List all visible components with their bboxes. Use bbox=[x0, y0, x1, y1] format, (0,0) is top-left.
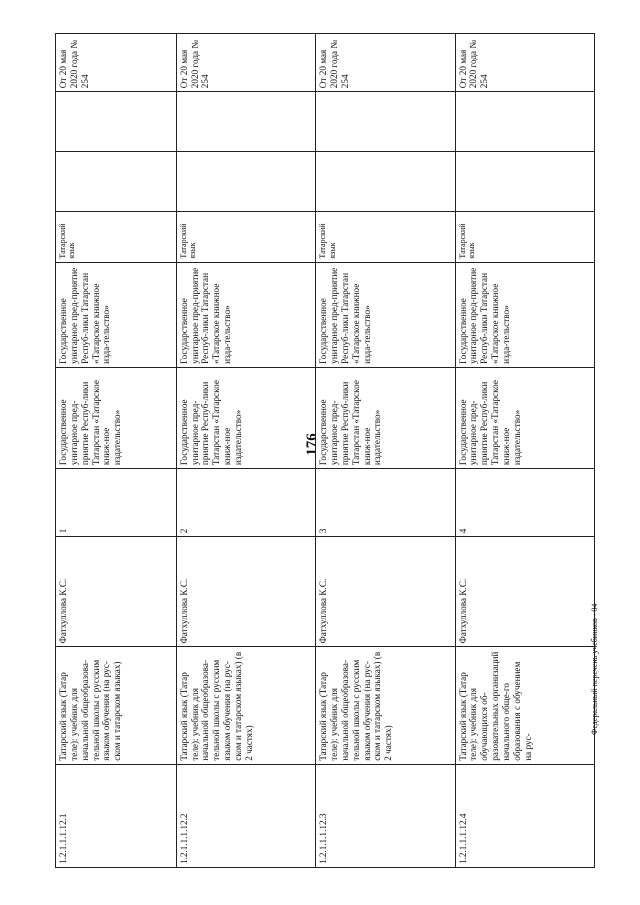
cell-order: От 20 мая 2020 года № 254 bbox=[455, 34, 594, 92]
cell-grade: 2 bbox=[176, 469, 315, 537]
table-row bbox=[176, 34, 315, 868]
cell-language: Татарский язык bbox=[455, 212, 594, 262]
table-row bbox=[56, 34, 177, 868]
cell-organization: Государственное унитарное пред-приятие Респуб-лики Татарстан «Татарское книжное изда-тельство» bbox=[455, 262, 594, 367]
table-row bbox=[316, 34, 455, 868]
cell-code: 1.2.1.1.1.12.3 bbox=[316, 764, 455, 867]
cell-author: Фатхуллова К.С. bbox=[176, 537, 315, 647]
cell-order: От 20 мая 2020 года № 254 bbox=[316, 34, 455, 92]
cell-empty bbox=[455, 152, 594, 212]
cell-empty bbox=[455, 92, 594, 152]
cell-organization: Государственное унитарное пред-приятие Респуб-лики Татарстан «Татарское книжное изда-тельство» bbox=[316, 262, 455, 367]
cell-empty bbox=[176, 152, 315, 212]
cell-code: 1.2.1.1.1.12.1 bbox=[56, 764, 177, 867]
cell-publisher: Государственное унитарное пред-приятие Респуб-лики Татарстан «Татарское книж-ное издательство» bbox=[56, 367, 177, 468]
cell-empty bbox=[56, 92, 177, 152]
cell-publisher: Государственное унитарное пред-приятие Респуб-лики Татарстан «Татарское книж-ное издательство» bbox=[316, 367, 455, 468]
cell-grade: 4 bbox=[455, 469, 594, 537]
cell-order: От 20 мая 2020 года № 254 bbox=[56, 34, 177, 92]
cell-empty bbox=[176, 92, 315, 152]
cell-empty bbox=[316, 152, 455, 212]
cell-language: Татарский язык bbox=[56, 212, 177, 262]
table-row bbox=[455, 34, 594, 868]
cell-organization: Государственное унитарное пред-приятие Респуб-лики Татарстан «Татарское книжное изда-тельство» bbox=[176, 262, 315, 367]
cell-publisher: Государственное унитарное пред-приятие Респуб-лики Татарстан «Татарское книж-ное издательство» bbox=[176, 367, 315, 468]
cell-language: Татарский язык bbox=[316, 212, 455, 262]
cell-title: Татарский язык (Татар теле): учебник для начальной общеобразова-тельной школы с русским языком обучения (на рус-ском и татарском языках) (в 2 частях) bbox=[176, 647, 315, 764]
footer-caption: Федеральный перечень учебников - 04 bbox=[590, 603, 599, 735]
cell-grade: 3 bbox=[316, 469, 455, 537]
page-number: 176 bbox=[303, 433, 320, 456]
cell-title: Татарский язык (Татар теле): учебник для обучающихся об-разовательных организаций начального обще-го образования с обучением на рус- bbox=[455, 647, 594, 764]
cell-author: Фатхуллова К.С. bbox=[316, 537, 455, 647]
cell-grade: 1 bbox=[56, 469, 177, 537]
cell-code: 1.2.1.1.1.12.4 bbox=[455, 764, 594, 867]
cell-author: Фатхуллова К.С. bbox=[56, 537, 177, 647]
cell-empty bbox=[316, 92, 455, 152]
cell-language: Татарский язык bbox=[176, 212, 315, 262]
cell-publisher: Государственное унитарное пред-приятие Респуб-лики Татарстан «Татарское книж-ное издательство» bbox=[455, 367, 594, 468]
textbook-table bbox=[55, 33, 595, 868]
cell-author: Фатхуллова К.С. bbox=[455, 537, 594, 647]
cell-title: Татарский язык (Татар теле): учебник для начальной общеобразова-тельной школы с русским языком обучения (на рус-ском и татарском языках) bbox=[56, 647, 177, 764]
cell-code: 1.2.1.1.1.12.2 bbox=[176, 764, 315, 867]
cell-order: От 20 мая 2020 года № 254 bbox=[176, 34, 315, 92]
cell-organization: Государственное унитарное пред-приятие Респуб-лики Татарстан «Татарское книжное изда-тельство» bbox=[56, 262, 177, 367]
cell-empty bbox=[56, 152, 177, 212]
rotated-table-container bbox=[55, 33, 595, 868]
cell-title: Татарский язык (Татар теле): учебник для начальной общеобразова-тельной школы с русским языком обучения (на рус-ском и татарском языках) (в 2 частях) bbox=[316, 647, 455, 764]
